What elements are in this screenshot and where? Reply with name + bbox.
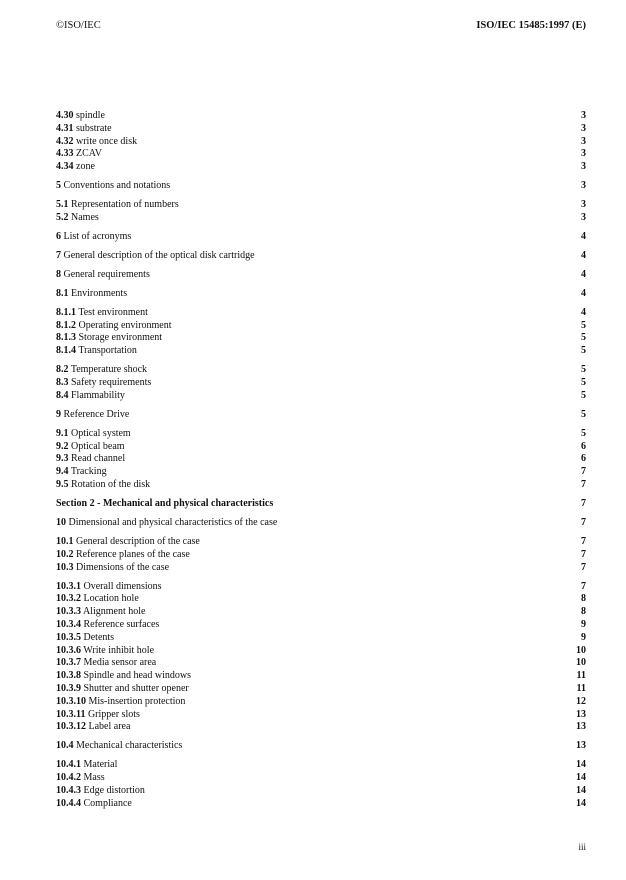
- toc-entry-number: 7: [56, 249, 61, 261]
- toc-entry-page: 5: [581, 377, 586, 389]
- toc-entry-number: 9.2: [56, 440, 69, 452]
- toc-entry: [56, 606, 586, 619]
- toc-entry-number: Section 2 -: [56, 497, 101, 509]
- toc-entry-number: 9.3: [56, 453, 69, 465]
- toc-entry-title: Mass: [83, 772, 105, 784]
- toc-entry-page: 5: [581, 332, 586, 344]
- toc-entry: [56, 479, 586, 492]
- toc-entry-number: 8.1.4: [56, 345, 76, 357]
- toc-entry-number: 10.3.11: [56, 708, 86, 720]
- toc-entry: [56, 180, 586, 193]
- toc-entry: [56, 269, 586, 282]
- toc-entry: [56, 517, 586, 530]
- toc-entry: [56, 657, 586, 670]
- toc-entry-title: Dimensional and physical characteristics of the case: [68, 516, 278, 528]
- toc-entry: [56, 721, 586, 734]
- toc-entry-title: Reference Drive: [63, 408, 130, 420]
- toc-entry: [56, 364, 586, 377]
- toc-entry-page: 5: [581, 319, 586, 331]
- toc-entry-page: 10: [576, 657, 586, 669]
- toc-entry-number: 8.2: [56, 364, 69, 376]
- toc-entry: [56, 562, 586, 575]
- toc-entry-title: Rotation of the disk: [71, 479, 151, 490]
- toc-entry: [56, 110, 586, 123]
- toc-entry-page: 11: [576, 682, 586, 694]
- toc-entry-title: Transportation: [78, 345, 137, 357]
- toc-entry: [56, 709, 586, 722]
- toc-entry-page: 4: [581, 230, 586, 242]
- toc-entry-number: 10.4.2: [56, 772, 81, 784]
- toc-entry-title: Label area: [88, 721, 131, 733]
- toc-entry-title: substrate: [76, 122, 112, 134]
- toc-entry-number: 4.34: [56, 161, 74, 173]
- toc-entry-title: Reference surfaces: [83, 618, 160, 630]
- toc-entry: [56, 390, 586, 403]
- toc-entry: [56, 740, 586, 753]
- toc-entry-number: 5: [56, 180, 61, 192]
- toc-entry-title: List of acronyms: [63, 230, 132, 242]
- toc-entry: [56, 148, 586, 161]
- toc-entry-page: 7: [581, 479, 586, 490]
- toc-entry-number: 10.3.6: [56, 644, 81, 656]
- toc-entry: [56, 619, 586, 632]
- toc-entry: [56, 377, 586, 390]
- toc-entry: [56, 332, 586, 345]
- toc-entry-page: 13: [576, 721, 586, 733]
- toc-entry-page: 4: [581, 249, 586, 261]
- toc-entry-number: 5.1: [56, 199, 69, 211]
- toc-entry-number: 10.3.5: [56, 631, 81, 643]
- toc-entry-page: 7: [581, 497, 586, 509]
- toc-entry-number: 4.30: [56, 110, 74, 121]
- toc-entry: [56, 798, 586, 811]
- toc-entry-page: 3: [581, 211, 586, 223]
- toc-entry-page: 7: [581, 466, 586, 478]
- toc-entry: [56, 645, 586, 658]
- toc-entry-title: Safety requirements: [71, 377, 152, 389]
- toc-entry: [56, 549, 586, 562]
- toc-entry-title: ZCAV: [76, 148, 102, 160]
- toc-entry: [56, 466, 586, 479]
- toc-entry-page: 11: [576, 670, 586, 682]
- toc-entry-number: 8.1.2: [56, 319, 76, 331]
- toc-entry-number: 10.4.4: [56, 797, 81, 809]
- toc-entry-title: Location hole: [83, 593, 139, 605]
- toc-entry-title: Dimensions of the case: [76, 561, 170, 573]
- toc-entry-title: Overall dimensions: [83, 580, 162, 592]
- toc-entry: [56, 136, 586, 149]
- toc-entry: [56, 307, 586, 320]
- toc-entry-number: 10: [56, 516, 66, 528]
- toc-entry: [56, 453, 586, 466]
- toc-entry-number: 10.3.10: [56, 695, 86, 707]
- toc-entry-page: 14: [576, 759, 586, 771]
- page-number: iii: [578, 842, 586, 852]
- toc-entry-number: 10.3: [56, 561, 74, 573]
- toc-entry: [56, 696, 586, 709]
- toc-entry: [56, 288, 586, 301]
- toc-entry-page: 12: [576, 695, 586, 707]
- toc-entry-page: 3: [581, 180, 586, 192]
- toc-entry-page: 8: [581, 593, 586, 605]
- toc-entry-number: 10.3.9: [56, 682, 81, 694]
- toc-entry-title: General requirements: [63, 268, 150, 280]
- toc-entry-title: Storage environment: [78, 332, 163, 344]
- toc-entry-title: General description of the case: [76, 535, 200, 547]
- toc-entry-page: 3: [581, 135, 586, 147]
- toc-entry-page: 9: [581, 631, 586, 643]
- toc-entry-page: 7: [581, 535, 586, 547]
- toc-entry-title: Tracking: [70, 466, 107, 478]
- toc-entry-title: General description of the optical disk cartridge: [63, 249, 255, 261]
- toc-entry: [56, 409, 586, 422]
- toc-entry-title: Spindle and head windows: [83, 670, 191, 682]
- toc-entry: [56, 161, 586, 174]
- toc-entry-number: 10.4.3: [56, 784, 81, 796]
- toc-entry: [56, 441, 586, 454]
- header-copyright: ©ISO/IEC: [56, 20, 101, 31]
- toc-entry: [56, 498, 586, 511]
- toc-entry: [56, 759, 586, 772]
- toc-entry-title: Material: [83, 759, 118, 771]
- toc-entry: [56, 593, 586, 606]
- toc-entry-number: 10.3.2: [56, 593, 81, 605]
- toc-entry-page: 5: [581, 364, 586, 376]
- toc-entry-number: 9.5: [56, 479, 69, 490]
- toc-entry-title: Mis-insertion protection: [88, 695, 186, 707]
- header-standard-id: ISO/IEC 15485:1997 (E): [476, 20, 586, 31]
- toc-entry-title: Alignment hole: [82, 606, 146, 618]
- toc-entry-page: 3: [581, 148, 586, 160]
- toc-entry-title: Mechanical and physical characteristics: [102, 497, 274, 509]
- table-of-contents: [56, 110, 586, 810]
- toc-entry-number: 5.2: [56, 211, 69, 223]
- toc-entry-number: 9: [56, 408, 61, 420]
- toc-entry-number: 4.32: [56, 135, 74, 147]
- toc-entry-number: 8.3: [56, 377, 69, 389]
- toc-entry-number: 4.31: [56, 122, 74, 134]
- toc-entry: [56, 428, 586, 441]
- toc-entry: [56, 123, 586, 136]
- toc-entry-number: 8.4: [56, 389, 69, 401]
- toc-entry-title: zone: [76, 161, 95, 173]
- toc-entry-number: 4.33: [56, 148, 74, 160]
- toc-entry-title: spindle: [76, 110, 105, 121]
- toc-entry-title: Detents: [83, 631, 115, 643]
- toc-entry: [56, 199, 586, 212]
- toc-entry-title: Edge distortion: [83, 784, 145, 796]
- toc-entry-title: Names: [71, 211, 99, 223]
- toc-entry-page: 3: [581, 110, 586, 121]
- toc-entry-page: 5: [581, 408, 586, 420]
- toc-entry-number: 6: [56, 230, 61, 242]
- toc-entry-title: Test environment: [78, 306, 148, 318]
- toc-entry-page: 3: [581, 122, 586, 134]
- toc-entry-title: Write inhibit hole: [83, 644, 155, 656]
- toc-entry-page: 4: [581, 268, 586, 280]
- toc-entry-number: 10.3.12: [56, 721, 86, 733]
- toc-entry-number: 10.3.4: [56, 618, 81, 630]
- toc-entry-page: 5: [581, 389, 586, 401]
- toc-entry-title: write once disk: [76, 135, 138, 147]
- toc-entry: [56, 536, 586, 549]
- toc-entry-number: 9.4: [56, 466, 69, 478]
- toc-entry-page: 4: [581, 306, 586, 318]
- toc-entry-page: 4: [581, 287, 586, 299]
- toc-entry: [56, 785, 586, 798]
- toc-entry-title: Media sensor area: [83, 657, 157, 669]
- toc-entry-title: Optical beam: [71, 440, 125, 452]
- toc-entry-number: 10.3.7: [56, 657, 81, 669]
- toc-entry-number: 10.4: [56, 740, 74, 752]
- toc-entry-number: 9.1: [56, 427, 69, 439]
- toc-entry-title: Operating environment: [78, 319, 172, 331]
- toc-entry-number: 10.4.1: [56, 759, 81, 771]
- toc-entry-page: 9: [581, 618, 586, 630]
- toc-entry-number: 8.1.3: [56, 332, 76, 344]
- toc-entry: [56, 231, 586, 244]
- toc-entry-page: 14: [576, 784, 586, 796]
- toc-entry-page: 14: [576, 797, 586, 809]
- toc-entry-number: 10.1: [56, 535, 74, 547]
- toc-entry-page: 3: [581, 161, 586, 173]
- toc-entry-title: Temperature shock: [70, 364, 148, 376]
- toc-entry-page: 7: [581, 580, 586, 592]
- toc-entry-page: 13: [576, 708, 586, 720]
- toc-entry-number: 10.3.1: [56, 580, 81, 592]
- toc-entry-title: Compliance: [83, 797, 132, 809]
- toc-entry-title: Representation of numbers: [71, 199, 179, 211]
- toc-entry-title: Conventions and notations: [63, 180, 171, 192]
- toc-entry: [56, 581, 586, 594]
- toc-entry: [56, 345, 586, 358]
- toc-entry-number: 8.1: [56, 287, 69, 299]
- toc-entry-title: Mechanical characteristics: [76, 740, 183, 752]
- toc-entry-title: Environments: [71, 287, 128, 299]
- toc-entry-title: Flammability: [71, 389, 125, 401]
- toc-entry-page: 14: [576, 772, 586, 784]
- toc-entry-title: Read channel: [71, 453, 126, 465]
- toc-entry: [56, 632, 586, 645]
- toc-entry-page: 7: [581, 548, 586, 560]
- toc-entry-page: 5: [581, 345, 586, 357]
- toc-entry: [56, 670, 586, 683]
- toc-entry-number: 8.1.1: [56, 306, 76, 318]
- toc-entry-title: Gripper slots: [87, 708, 140, 720]
- toc-entry-page: 7: [581, 516, 586, 528]
- toc-entry-number: 8: [56, 268, 61, 280]
- toc-entry-page: 3: [581, 199, 586, 211]
- toc-entry: [56, 250, 586, 263]
- toc-entry: [56, 683, 586, 696]
- toc-entry-number: 10.2: [56, 548, 74, 560]
- toc-entry-page: 5: [581, 427, 586, 439]
- toc-entry-number: 10.3.8: [56, 670, 81, 682]
- toc-entry-title: Optical system: [71, 427, 131, 439]
- toc-entry: [56, 320, 586, 333]
- toc-entry: [56, 212, 586, 225]
- toc-entry-number: 10.3.3: [56, 606, 81, 618]
- toc-entry-page: 6: [581, 453, 586, 465]
- toc-entry-page: 7: [581, 561, 586, 573]
- toc-entry: [56, 772, 586, 785]
- toc-entry-page: 8: [581, 606, 586, 618]
- toc-entry-title: Shutter and shutter opener: [83, 682, 189, 694]
- toc-entry-title: Reference planes of the case: [76, 548, 190, 560]
- toc-entry-page: 10: [576, 644, 586, 656]
- toc-entry-page: 13: [576, 740, 586, 752]
- toc-entry-page: 6: [581, 440, 586, 452]
